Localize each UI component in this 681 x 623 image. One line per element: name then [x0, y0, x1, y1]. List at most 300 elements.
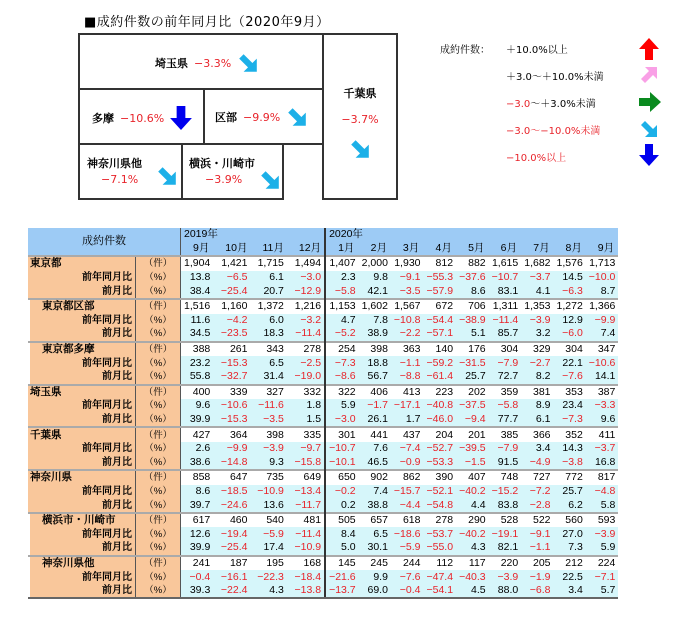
table-cell: −9.4	[456, 413, 489, 428]
row-label-mom: 前月比	[28, 284, 136, 299]
table-cell: 1,272	[554, 299, 586, 314]
table-cell: 528	[489, 513, 522, 528]
table-cell: −15.3	[213, 413, 250, 428]
legend-item-text: ＋3.0～＋10.0%未満	[506, 72, 604, 83]
table-row	[28, 314, 618, 328]
page-title: ■成約件数の前年同月比（2020年9月）	[84, 15, 330, 30]
table-cell: 140	[424, 342, 457, 357]
region-pct: −3.9%	[205, 173, 243, 186]
row-label-mom: 前月比	[28, 541, 136, 556]
arrow-down-right-icon	[259, 169, 281, 191]
table-row	[28, 299, 618, 314]
table-cell: 117	[456, 556, 489, 571]
table-cell: −15.7	[391, 485, 424, 499]
row-label-mom: 前月比	[28, 370, 136, 385]
table-cell: −54.8	[424, 498, 457, 513]
table-cell: −18.6	[391, 527, 424, 541]
table-cell: 647	[213, 470, 250, 485]
region-name: 区部	[215, 111, 237, 124]
table-cell: −2.5	[287, 356, 325, 370]
table-cell: 364	[213, 427, 250, 442]
table-cell: 359	[489, 385, 522, 400]
table-cell: 278	[287, 342, 325, 357]
table-cell: 882	[456, 256, 489, 271]
table-cell: −0.4	[181, 570, 214, 584]
table-body	[28, 256, 618, 598]
table-cell: 385	[489, 427, 522, 442]
table-cell: 13.8	[181, 271, 214, 285]
table-cell: −4.8	[586, 485, 619, 499]
table-cell: −4.2	[213, 314, 250, 328]
map-chiba	[322, 33, 398, 200]
table-cell: −4.4	[391, 498, 424, 513]
table-cell: 8.2	[521, 370, 553, 385]
table-cell: 327	[250, 385, 286, 400]
header-year-2020: 2020年	[325, 228, 618, 242]
arrow-down-right-icon	[156, 165, 178, 187]
table-cell: −1.1	[521, 541, 553, 556]
table-cell: −3.7	[586, 442, 619, 456]
table-cell: 224	[586, 556, 619, 571]
table-cell: −57.9	[424, 284, 457, 299]
unit-label: （%）	[136, 498, 181, 513]
table-cell: −17.1	[391, 399, 424, 413]
map-saitama	[78, 33, 324, 90]
table-cell: −3.7	[521, 271, 553, 285]
table-row	[28, 370, 618, 385]
table-cell: 39.9	[181, 541, 214, 556]
table-cell: 1.7	[391, 413, 424, 428]
table-cell: 261	[213, 342, 250, 357]
table-cell: −32.7	[213, 370, 250, 385]
table-cell: −3.5	[391, 284, 424, 299]
table-cell: −5.8	[325, 284, 359, 299]
table-cell: −59.2	[424, 356, 457, 370]
table-cell: −7.2	[521, 485, 553, 499]
table-cell: −1.5	[456, 456, 489, 471]
table-cell: 398	[359, 342, 391, 357]
table-cell: 69.0	[359, 584, 391, 599]
unit-label: （%）	[136, 413, 181, 428]
table-cell: 388	[181, 342, 214, 357]
arrow-down-right-icon	[237, 52, 259, 74]
table-cell: −11.7	[287, 498, 325, 513]
row-group-name: 神奈川県他	[28, 556, 136, 571]
row-group-name: 東京都	[28, 256, 136, 271]
table-cell: −6.3	[554, 284, 586, 299]
legend-item-text-red: −3.0	[506, 99, 531, 110]
header-month: 12月	[287, 242, 325, 257]
table-cell: 34.5	[181, 327, 214, 342]
region-name: 多摩	[92, 112, 114, 125]
table-cell: 6.1	[250, 271, 286, 285]
row-label-mom: 前月比	[28, 327, 136, 342]
table-cell: 38.8	[359, 498, 391, 513]
unit-label: （件）	[136, 342, 181, 357]
table-cell: 39.7	[181, 498, 214, 513]
table-cell: −1.1	[391, 356, 424, 370]
table-row	[28, 456, 618, 471]
table-cell: 3.4	[554, 584, 586, 599]
table-cell: 4.3	[456, 541, 489, 556]
table-cell: 245	[359, 556, 391, 571]
table-cell: 38.4	[181, 284, 214, 299]
table-cell: −3.5	[250, 413, 286, 428]
table-row	[28, 256, 618, 271]
table-cell: 301	[325, 427, 359, 442]
table-cell: 4.4	[456, 498, 489, 513]
row-group-name: 千葉県	[28, 427, 136, 442]
row-group-name: 東京都区部	[28, 299, 136, 314]
row-group-name: 埼玉県	[28, 385, 136, 400]
table-cell: 145	[325, 556, 359, 571]
unit-label: （件）	[136, 470, 181, 485]
table-cell: 5.0	[325, 541, 359, 556]
table-cell: 88.0	[489, 584, 522, 599]
table-cell: 14.1	[586, 370, 619, 385]
header-month: 1月	[325, 242, 359, 257]
row-label-yoy: 前年同月比	[28, 314, 136, 328]
table-cell: 657	[359, 513, 391, 528]
row-label-yoy: 前年同月比	[28, 399, 136, 413]
table-cell: 858	[181, 470, 214, 485]
table-cell: 26.1	[359, 413, 391, 428]
table-cell: −22.4	[213, 584, 250, 599]
table-cell: 72.7	[489, 370, 522, 385]
table-cell: 390	[424, 470, 457, 485]
row-label-mom: 前月比	[28, 584, 136, 599]
table-cell: 3.2	[521, 327, 553, 342]
table-cell: 254	[325, 342, 359, 357]
table-cell: 18.8	[359, 356, 391, 370]
table-cell: −5.9	[250, 527, 286, 541]
table-cell: 39.3	[181, 584, 214, 599]
table-cell: 363	[391, 342, 424, 357]
table-cell: −10.6	[586, 356, 619, 370]
table-cell: −14.8	[213, 456, 250, 471]
table-cell: 83.1	[489, 284, 522, 299]
table-cell: 168	[287, 556, 325, 571]
table-cell: 812	[424, 256, 457, 271]
table-cell: −0.9	[391, 456, 424, 471]
table-cell: 1,311	[489, 299, 522, 314]
table-cell: 11.6	[181, 314, 214, 328]
table-row	[28, 570, 618, 584]
arrow-down-right-icon	[286, 106, 308, 128]
table-cell: −9.1	[521, 527, 553, 541]
table-cell: −18.4	[287, 570, 325, 584]
table-cell: −0.4	[391, 584, 424, 599]
table-cell: 1,372	[250, 299, 286, 314]
table-cell: 1,407	[325, 256, 359, 271]
table-cell: 42.1	[359, 284, 391, 299]
header-month: 4月	[424, 242, 457, 257]
table-cell: −40.2	[456, 485, 489, 499]
legend-item-text-red: −3.0～−10.0%未満	[506, 126, 601, 137]
table-cell: −5.9	[391, 541, 424, 556]
table-cell: 8.6	[181, 485, 214, 499]
table-cell: 1.5	[287, 413, 325, 428]
table-cell: −40.3	[456, 570, 489, 584]
table-cell: 352	[554, 427, 586, 442]
unit-label: （%）	[136, 456, 181, 471]
table-cell: −3.0	[287, 271, 325, 285]
unit-label: （%）	[136, 541, 181, 556]
table-cell: 1,713	[586, 256, 619, 271]
table-cell: −25.4	[213, 284, 250, 299]
table-cell: −53.3	[424, 456, 457, 471]
table-cell: −61.4	[424, 370, 457, 385]
table-cell: 1,494	[287, 256, 325, 271]
table-cell: −15.3	[213, 356, 250, 370]
table-cell: 4.3	[250, 584, 286, 599]
region-name: 千葉県	[343, 87, 377, 100]
table-cell: −23.5	[213, 327, 250, 342]
table-cell: −3.9	[250, 442, 286, 456]
table-cell: 14.3	[554, 442, 586, 456]
region-pct: −7.1%	[101, 173, 139, 186]
row-label-yoy: 前年同月比	[28, 442, 136, 456]
table-cell: 25.7	[456, 370, 489, 385]
table-cell: −1.9	[521, 570, 553, 584]
table-cell: 13.6	[250, 498, 286, 513]
table-row	[28, 271, 618, 285]
table-cell: −3.9	[586, 527, 619, 541]
table-row	[28, 584, 618, 599]
arrow-down-right-icon	[639, 119, 659, 139]
header-month: 3月	[391, 242, 424, 257]
table-cell: 14.5	[554, 271, 586, 285]
table-row	[28, 327, 618, 342]
table-cell: −15.2	[489, 485, 522, 499]
table-cell: −8.6	[325, 370, 359, 385]
table-cell: 1.8	[287, 399, 325, 413]
table-cell: 17.4	[250, 541, 286, 556]
table-cell: 1,353	[521, 299, 553, 314]
table-cell: 366	[521, 427, 553, 442]
table-cell: −10.0	[586, 271, 619, 285]
table-cell: −5.8	[489, 399, 522, 413]
unit-label: （%）	[136, 284, 181, 299]
unit-label: （%）	[136, 327, 181, 342]
unit-label: （%）	[136, 442, 181, 456]
data-table	[28, 228, 618, 599]
table-cell: 290	[456, 513, 489, 528]
unit-label: （%）	[136, 314, 181, 328]
legend-label: 成約件数：	[440, 45, 490, 56]
table-cell: −10.1	[325, 456, 359, 471]
header-row-year	[28, 228, 618, 242]
table-cell: 223	[424, 385, 457, 400]
table-cell: −47.4	[424, 570, 457, 584]
table-cell: −2.7	[521, 356, 553, 370]
table-cell: −3.9	[489, 570, 522, 584]
unit-label: （%）	[136, 527, 181, 541]
header-month: 8月	[554, 242, 586, 257]
table-cell: 212	[554, 556, 586, 571]
table-cell: 6.0	[250, 314, 286, 328]
table-cell: −7.4	[391, 442, 424, 456]
row-label-yoy: 前年同月比	[28, 271, 136, 285]
table-cell: 481	[287, 513, 325, 528]
table-cell: 3.4	[521, 442, 553, 456]
table-cell: −6.5	[213, 271, 250, 285]
table-cell: −3.8	[554, 456, 586, 471]
header-month: 9月	[181, 242, 214, 257]
table-cell: −11.6	[250, 399, 286, 413]
table-cell: −7.3	[325, 356, 359, 370]
table-cell: 427	[181, 427, 214, 442]
table-cell: 649	[287, 470, 325, 485]
table-cell: 353	[554, 385, 586, 400]
table-row	[28, 442, 618, 456]
unit-label: （%）	[136, 570, 181, 584]
table-cell: 1,421	[213, 256, 250, 271]
header-month: 7月	[521, 242, 553, 257]
table-row	[28, 541, 618, 556]
table-cell: −13.4	[287, 485, 325, 499]
table-cell: 241	[181, 556, 214, 571]
table-cell: 505	[325, 513, 359, 528]
header-month: 11月	[250, 242, 286, 257]
table-cell: −3.9	[521, 314, 553, 328]
header-month: 9月	[586, 242, 619, 257]
table-cell: 650	[325, 470, 359, 485]
table-cell: −2.8	[521, 498, 553, 513]
table-cell: 735	[250, 470, 286, 485]
table-cell: 55.8	[181, 370, 214, 385]
table-cell: 1,516	[181, 299, 214, 314]
table-cell: 329	[521, 342, 553, 357]
arrow-down-icon	[170, 106, 192, 130]
table-cell: 202	[456, 385, 489, 400]
table-cell: −37.5	[456, 399, 489, 413]
unit-label: （件）	[136, 299, 181, 314]
table-cell: 540	[250, 513, 286, 528]
row-label-mom: 前月比	[28, 413, 136, 428]
table-cell: 23.2	[181, 356, 214, 370]
table-cell: 195	[250, 556, 286, 571]
table-cell: 706	[456, 299, 489, 314]
table-cell: −3.2	[287, 314, 325, 328]
table-cell: 2.6	[181, 442, 214, 456]
table-cell: −11.4	[287, 327, 325, 342]
region-name: 埼玉県	[155, 57, 188, 70]
table-cell: −7.3	[554, 413, 586, 428]
unit-label: （件）	[136, 385, 181, 400]
arrow-down-right-icon	[349, 138, 371, 160]
table-cell: 1,160	[213, 299, 250, 314]
region-name: 神奈川県他	[87, 157, 142, 170]
table-row	[28, 427, 618, 442]
row-label-yoy: 前年同月比	[28, 570, 136, 584]
table-cell: −6.0	[554, 327, 586, 342]
table-cell: 8.7	[586, 284, 619, 299]
table-cell: 437	[391, 427, 424, 442]
table-cell: −13.8	[287, 584, 325, 599]
unit-label: （件）	[136, 256, 181, 271]
table-cell: 1,602	[359, 299, 391, 314]
table-cell: 9.6	[181, 399, 214, 413]
table-cell: 441	[359, 427, 391, 442]
table-cell: −7.9	[489, 442, 522, 456]
legend	[440, 38, 680, 168]
table-cell: −24.6	[213, 498, 250, 513]
table-cell: 5.7	[586, 584, 619, 599]
table-cell: 9.8	[359, 271, 391, 285]
table-cell: 1,216	[287, 299, 325, 314]
unit-label: （%）	[136, 370, 181, 385]
table-cell: −25.4	[213, 541, 250, 556]
unit-label: （%）	[136, 485, 181, 499]
table-cell: 23.4	[554, 399, 586, 413]
table-cell: 83.8	[489, 498, 522, 513]
table-cell: 39.9	[181, 413, 214, 428]
table-cell: 460	[213, 513, 250, 528]
table-cell: 4.5	[456, 584, 489, 599]
table-cell: 1,715	[250, 256, 286, 271]
table-cell: 522	[521, 513, 553, 528]
table-cell: −3.0	[325, 413, 359, 428]
header-month: 10月	[213, 242, 250, 257]
table-cell: −10.8	[391, 314, 424, 328]
row-label-mom: 前月比	[28, 456, 136, 471]
arrow-right-icon	[639, 92, 661, 112]
table-cell: 187	[213, 556, 250, 571]
table-cell: 5.1	[456, 327, 489, 342]
table-cell: −11.4	[287, 527, 325, 541]
table-cell: 6.1	[521, 413, 553, 428]
table-cell: −2.2	[391, 327, 424, 342]
table-cell: 244	[391, 556, 424, 571]
table-cell: 16.8	[586, 456, 619, 471]
table-cell: −9.1	[391, 271, 424, 285]
map-kubu	[203, 88, 324, 145]
row-label-mom: 前月比	[28, 498, 136, 513]
table-cell: 560	[554, 513, 586, 528]
table-row	[28, 284, 618, 299]
table-cell: 27.0	[554, 527, 586, 541]
table-cell: 4.7	[325, 314, 359, 328]
table-cell: −12.9	[287, 284, 325, 299]
table-cell: 20.7	[250, 284, 286, 299]
table-cell: −15.8	[287, 456, 325, 471]
table-cell: 862	[391, 470, 424, 485]
table-cell: −5.2	[325, 327, 359, 342]
table-cell: 278	[424, 513, 457, 528]
table-cell: −55.0	[424, 541, 457, 556]
table-row	[28, 413, 618, 428]
table-cell: −9.7	[287, 442, 325, 456]
table-cell: 1,904	[181, 256, 214, 271]
table-cell: 304	[554, 342, 586, 357]
table-cell: −37.6	[456, 271, 489, 285]
table-cell: 7.4	[586, 327, 619, 342]
table-cell: 8.6	[456, 284, 489, 299]
region-pct: −10.6%	[120, 111, 165, 125]
table-cell: −10.7	[489, 271, 522, 285]
region-pct: −3.3%	[194, 56, 232, 70]
table-cell: 91.5	[489, 456, 522, 471]
table-cell: −3.3	[586, 399, 619, 413]
table-cell: 9.3	[250, 456, 286, 471]
table-cell: 335	[287, 427, 325, 442]
legend-item-text-red: −10.0%以上	[506, 153, 567, 164]
table-cell: −19.0	[287, 370, 325, 385]
table-cell: −10.9	[250, 485, 286, 499]
region-pct: −9.9%	[243, 110, 281, 124]
table-cell: 5.9	[325, 399, 359, 413]
